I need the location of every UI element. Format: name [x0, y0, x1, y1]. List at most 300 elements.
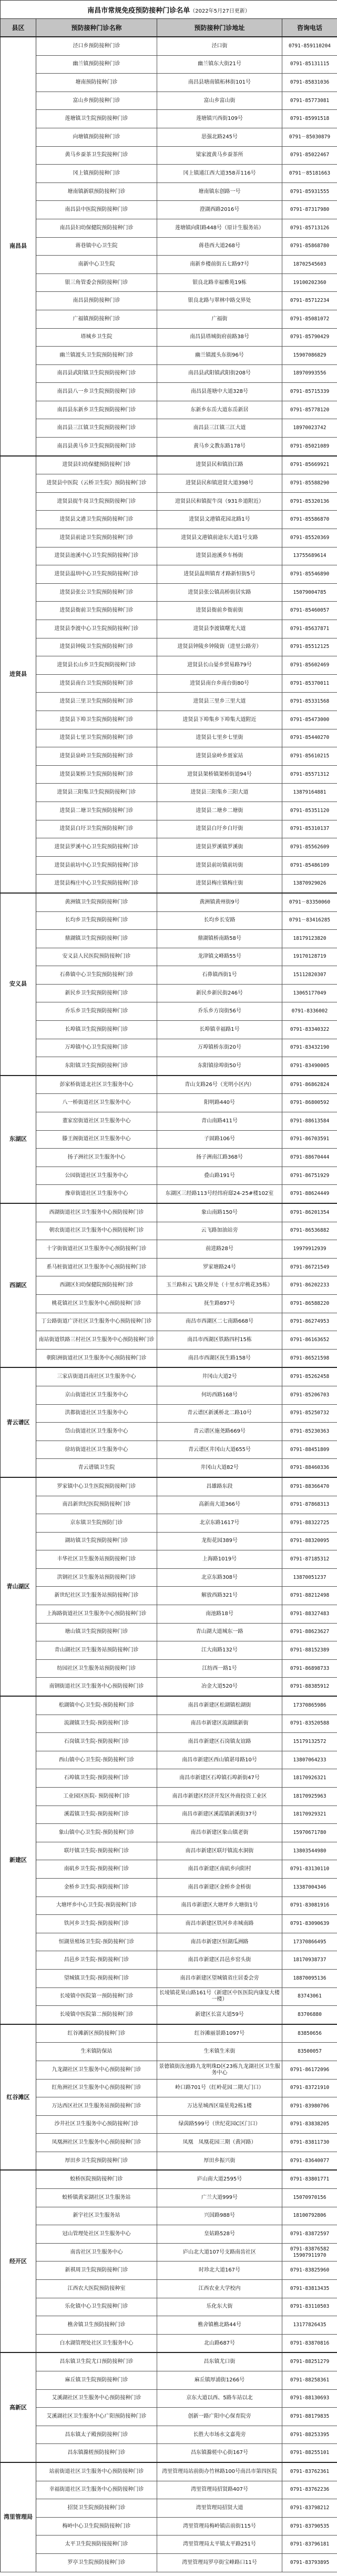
clinic-name-cell: 徐坊街道社区卫生服务中心: [36, 1441, 157, 1459]
clinic-address-cell: 象山南路150号: [157, 1203, 282, 1222]
clinic-name-cell: 南矶乡卫生院-预防接种门诊: [36, 1860, 157, 1879]
table-row: [1, 1587, 337, 1605]
table-row: [1, 693, 337, 711]
clinic-phone-cell: 0791-85831036: [282, 74, 337, 92]
clinic-phone-cell: 15112820307: [282, 966, 337, 985]
table-row: [1, 2536, 337, 2554]
table-row: [1, 729, 337, 747]
clinic-phone-cell: 0791-85021089: [282, 438, 337, 456]
clinic-phone-cell: 0791-88385912: [282, 1678, 337, 1696]
clinic-phone-cell: 0791-83762361: [282, 2462, 337, 2481]
clinic-name-cell: 太平卫生院预防接接种门诊: [36, 2536, 157, 2554]
table-row: [1, 1094, 337, 1112]
clinic-name-cell: 进贤县妇幼保健预防接种门诊: [36, 456, 157, 474]
table-row: [1, 1696, 337, 1715]
table-row: [1, 602, 337, 620]
clinic-name-cell: 银三角管委会预防接种门诊: [36, 273, 157, 292]
clinic-address-cell: 南昌市新建区经济开发区外商投资工业区: [157, 1788, 282, 1806]
clinic-phone-cell: 0791-88251279: [282, 2352, 337, 2371]
clinic-name-cell: 蒋巷镇中心卫生院: [36, 237, 157, 256]
clinic-name-cell: 艾溪湖社区卫生服务中心广阳预防接种门诊: [36, 2408, 157, 2426]
clinic-address-cell: 云飞路加油站旁: [157, 1222, 282, 1240]
clinic-address-cell: 龙衔花园389号: [157, 1532, 282, 1550]
clinic-phone-cell: 0791-88327483: [282, 1605, 337, 1624]
table-row: [1, 128, 337, 146]
clinic-phone-cell: 0791-85931555: [282, 182, 337, 201]
table-row: [1, 2334, 337, 2352]
clinic-name-cell: 南昌县武阳镇卫生院预防接种门诊: [36, 364, 157, 383]
district-cell: 东湖区: [1, 1076, 36, 1203]
clinic-name-cell: 向塘镇预防接种门诊: [36, 128, 157, 146]
clinic-phone-cell: 0791-85588290: [282, 474, 337, 493]
clinic-phone-cell: 0791-88613584: [282, 1112, 337, 1131]
clinic-phone-cell: 0791-83130110: [282, 1860, 337, 1879]
page-title: [1, 1, 337, 19]
clinic-address-cell: 进贤县二塘乡二塘街: [157, 802, 282, 820]
district-cell: 西湖区: [1, 1203, 36, 1367]
table-row: [1, 1751, 337, 1769]
clinic-address-cell: 抚生路897号: [157, 1294, 282, 1313]
clinic-phone-cell: 0791-85460057: [282, 602, 337, 620]
clinic-phone-cell: 0791-859110204: [282, 37, 337, 55]
table-row: [1, 1550, 337, 1569]
clinic-name-cell: 罗家镇中心卫生医院预防接种门诊: [36, 1477, 157, 1496]
clinic-name-cell: 进贤县李渡中心卫生院预防接种门诊: [36, 620, 157, 638]
clinic-address-cell: 新建区长富大道59号: [157, 2006, 282, 2024]
clinic-phone-cell: 0791-86703591: [282, 1130, 337, 1149]
clinic-name-cell: 公园街道社区卫生服务中心: [36, 1167, 157, 1185]
clinic-name-cell: 莲塘镇卫生院预防接种门诊: [36, 110, 157, 128]
district-cell: 新建区: [1, 1696, 36, 2024]
clinic-name-cell: 南昌县八一乡卫生院预防接种门诊: [36, 383, 157, 401]
table-row: [1, 146, 337, 165]
clinic-phone-cell: 0791-85206703: [282, 1386, 337, 1404]
table-row: [1, 2553, 337, 2572]
table-row: [1, 2408, 337, 2426]
clinic-address-cell: 进贤县架桥镇架桥街道94号: [157, 765, 282, 784]
clinic-address-cell: 银良北路与翠林中路交界处: [157, 292, 282, 310]
clinic-phone-cell: 0791-83490005: [282, 1057, 337, 1076]
clinic-name-cell: 丰华社区卫生服务站预防接种门诊: [36, 1550, 157, 1569]
table-row: [1, 2481, 337, 2499]
table-row: [1, 2207, 337, 2225]
table-row: [1, 438, 337, 456]
district-cell: 青云谱区: [1, 1367, 36, 1477]
clinic-phone-cell: 15070970156: [282, 2189, 337, 2207]
clinic-name-cell: 冠山管理处社区卫生服务中心: [36, 2225, 157, 2244]
clinic-phone-cell: 0791-83762236: [282, 2481, 337, 2499]
table-row: [1, 1112, 337, 1131]
clinic-phone-cell: 0791-85440270: [282, 729, 337, 747]
clinic-name-cell: 长均乡卫生院预防接种门诊: [36, 911, 157, 930]
clinic-name-cell: 泾口乡预防接种门诊: [36, 37, 157, 55]
table-row: [1, 1459, 337, 1477]
clinic-address-cell: 新民乡新民街246号: [157, 984, 282, 1002]
clinic-phone-cell: 83850656: [282, 2024, 337, 2043]
clinic-name-cell: 进贤县梅庄中心卫生院预防接种门诊: [36, 875, 157, 893]
clinic-name-cell: 蛟桥医院预防接种门诊: [36, 2170, 157, 2188]
clinic-phone-cell: 18170925963: [282, 1788, 337, 1806]
clinic-name-cell: 进贤县张公卫生院预防接种门诊: [36, 583, 157, 602]
table-row: [1, 1915, 337, 1933]
district-cell: 经开区: [1, 2170, 36, 2352]
clinic-name-cell: 南新中心卫生院: [36, 256, 157, 274]
clinic-name-cell: 南昌新世纪医院预防接种门诊: [36, 1496, 157, 1514]
clinic-phone-cell: 0791-83520588: [282, 1715, 337, 1733]
clinic-phone-cell: 17370865986: [282, 1696, 337, 1715]
clinic-address-cell: 黄马乡文教东路178号: [157, 438, 282, 456]
clinic-address-cell: 湾里管理局招贤路407号: [157, 2481, 282, 2499]
clinic-name-cell: 洪都街道社区卫生服务中心: [36, 1404, 157, 1423]
clinic-name-cell: 安义县人民医院预防接种门诊: [36, 948, 157, 966]
clinic-phone-cell: 18170929321: [282, 1806, 337, 1824]
clinic-address-cell: 进贤县三里乡三里大道: [157, 693, 282, 711]
table-row: [1, 2499, 337, 2518]
clinic-address-cell: 北山路687号: [157, 2334, 282, 2352]
district-cell: 进贤县: [1, 456, 36, 893]
table-row: [1, 92, 337, 110]
table-row: [1, 583, 337, 602]
clinic-address-cell: 南昌市西湖区铁路四村15栋: [157, 1331, 282, 1350]
table-row: [1, 1441, 337, 1459]
clinic-address-cell: 幽兰镇东大街21号: [157, 55, 282, 74]
clinic-name-cell: 南昌县预防接种门诊: [36, 292, 157, 310]
clinic-phone-cell: 0791-86800592: [282, 1094, 337, 1112]
clinic-phone-cell: 18870095136: [282, 1969, 337, 1987]
clinic-address-cell: 庐山南大道2595号: [157, 2170, 282, 2188]
table-row: [1, 547, 337, 565]
clinic-address-cell: 进贤县下埠集乡下埠集大道附近: [157, 711, 282, 729]
clinic-name-cell: 朝阳洲街道社区卫生服务中心预防接种门诊: [36, 1349, 157, 1367]
clinic-address-cell: 进贤县文港镇花园北路1号: [157, 511, 282, 529]
clinic-address-cell: 南昌县塘南镇柘林街101号: [157, 74, 282, 92]
table-row: [1, 2517, 337, 2536]
clinic-phone-cell: 0791-86751929: [282, 1167, 337, 1185]
table-row: [1, 875, 337, 893]
clinic-address-cell: 进贤县民和镇进贤大道398号: [157, 474, 282, 493]
clinic-phone-cell: 0791-85081072: [282, 310, 337, 328]
table-row: [1, 838, 337, 857]
clinic-phone-cell: 0791-83870816: [282, 2334, 337, 2352]
table-row: [1, 1641, 337, 1660]
table-row: [1, 656, 337, 675]
clinic-phone-cell: 0791-88258361: [282, 2371, 337, 2390]
clinic-phone-cell: 0791-83980706: [282, 2097, 337, 2116]
clinic-phone-cell: 0791-88460336: [282, 1459, 337, 1477]
clinic-address-cell: 南昌市新建区流湖镇新街: [157, 1715, 282, 1733]
table-row: [1, 1222, 337, 1240]
clinic-phone-cell: 0791-85022467: [282, 146, 337, 165]
clinic-phone-cell: 15079004785: [282, 583, 337, 602]
clinic-phone-cell: 0791-87868313: [282, 1496, 337, 1514]
clinic-name-cell: 长堎镇中医院第一预防接种门诊: [36, 1987, 157, 2006]
clinic-phone-cell: 83706880: [282, 2006, 337, 2024]
clinic-name-cell: 上海路街道社区卫生服务中心预防接种门诊: [36, 1605, 157, 1624]
clinic-phone-cell: 0791-85331568: [282, 693, 337, 711]
clinic-phone-cell: 0791-85790429: [282, 328, 337, 347]
table-row: [1, 1842, 337, 1860]
table-row: [1, 2389, 337, 2408]
table-row: [1, 347, 337, 365]
clinic-name-cell: 鼎湖镇卫生院预防接种门诊: [36, 930, 157, 948]
table-row: [1, 1167, 337, 1185]
table-row: [1, 1951, 337, 1970]
clinic-phone-cell: 0791－83416285: [282, 911, 337, 930]
clinic-address-cell: 湾里管理局站前街办竹林路100号南昌市第四医院: [157, 2462, 282, 2481]
table-row: [1, 1240, 337, 1259]
clinic-phone-cell: 0791-86202233: [282, 1276, 337, 1295]
clinic-address-cell: 阳明路440号: [157, 1094, 282, 1112]
clinic-address-cell: 北京东路1617号: [157, 1514, 282, 1533]
clinic-phone-cell: 18970023742: [282, 419, 337, 438]
clinic-address-cell: 银良北路幸福雅苑19栋: [157, 273, 282, 292]
clinic-phone-cell: 0791-88179835: [282, 2408, 337, 2426]
clinic-phone-cell: 15970671780: [282, 1824, 337, 1842]
clinic-phone-cell: 18702545603: [282, 256, 337, 274]
clinic-phone-cell: 0791-85512125: [282, 638, 337, 656]
clinic-phone-cell: 18170938737: [282, 1951, 337, 1970]
clinic-address-cell: 龙津镇文峰路55号: [157, 948, 282, 966]
clinic-phone-cell: 0791-88451809: [282, 1441, 337, 1459]
clinic-address-cell: 青山湖大道城东一路: [157, 1623, 282, 1641]
clinic-address-cell: 进贤县张公镇高桥街居实路: [157, 583, 282, 602]
clinic-name-cell: 万埠镇中心卫生院接种门诊: [36, 1039, 157, 1057]
clinic-name-cell: 冈上镇预防接种门诊: [36, 165, 157, 183]
clinic-address-cell: 幽兰镇渡头东街96号: [157, 347, 282, 365]
table-row: [1, 2225, 337, 2244]
clinic-address-cell: 樵舍镇樵北路44号: [157, 2316, 282, 2335]
clinic-name-cell: 新祺周卫生院预防接种门诊: [36, 2261, 157, 2280]
table-row: [1, 2444, 337, 2462]
clinic-address-cell: 泾口街: [157, 37, 282, 55]
clinic-name-cell: 樵舍镇卫生预防接种门诊: [36, 2316, 157, 2335]
table-row: [1, 310, 337, 328]
table-row: [1, 2170, 337, 2188]
clinic-address-cell: 青云谱区新溪桥北二路10号: [157, 1404, 282, 1423]
clinic-phone-cell: 0791-83872597: [282, 2225, 337, 2244]
clinic-phone-cell: 13177826435: [282, 2316, 337, 2335]
clinic-name-cell: 进贤县南台卫生院预防接种门诊: [36, 674, 157, 693]
table-row: [1, 747, 337, 766]
clinic-phone-cell: 0791-83801771: [282, 2170, 337, 2188]
clinic-name-cell: 新宇社区卫生服务站: [36, 2207, 157, 2225]
clinic-phone-cell: 0791-85602469: [282, 656, 337, 675]
clinic-address-cell: 进贤县七里乡七里街: [157, 729, 282, 747]
clinic-address-cell: 南昌市新建区金桥乡金桥街: [157, 1878, 282, 1896]
clinic-phone-cell: 0791-83110503: [282, 2298, 337, 2316]
table-row: [1, 1349, 337, 1367]
clinic-name-cell: 金桥乡卫生院-预防接种门诊: [36, 1878, 157, 1896]
clinic-phone-cell: 0791-83340322: [282, 1021, 337, 1039]
clinic-address-cell: 东阳镇徐埠街50号: [157, 1057, 282, 1076]
clinic-name-cell: 麻丘镇卫生院预防接种门诊: [36, 2371, 157, 2390]
table-row: [1, 1331, 337, 1350]
district-cell: 红谷滩区: [1, 2024, 36, 2171]
table-row: [1, 1860, 337, 1879]
table-row: [1, 1130, 337, 1149]
table-row: [1, 55, 337, 74]
clinic-phone-cell: 0791-86721549: [282, 1258, 337, 1276]
clinic-name-cell: 进贤县罗溪中心卫生院预防接种门诊: [36, 838, 157, 857]
clinic-phone-cell: 0791-85712234: [282, 292, 337, 310]
table-row: [1, 219, 337, 237]
clinic-phone-cell: 0791-87317980: [282, 201, 337, 219]
clinic-name-cell: 进贤县池溪中心卫生院预防接种门诊: [36, 547, 157, 565]
table-row: [1, 1969, 337, 1987]
table-row: [1, 1896, 337, 1915]
clinic-phone-cell: 0791-85991518: [282, 110, 337, 128]
clinic-phone-cell: 17370866495: [282, 1933, 337, 1951]
clinic-name-cell: 塘山镇卫生院预防接种门诊: [36, 1623, 157, 1641]
clinic-phone-cell: 0791-88320095: [282, 1532, 337, 1550]
table-row: [1, 2097, 337, 2116]
clinic-phone-cell: 0791-88624449: [282, 1185, 337, 1203]
table-row: [1, 765, 337, 784]
clinic-phone-cell: 0791-83811730: [282, 2134, 337, 2152]
clinic-address-cell: 塘南镇东创路一号: [157, 182, 282, 201]
clinic-name-cell: 进贤县前坊中心卫生院预防接种门诊: [36, 856, 157, 875]
clinic-name-cell: 塘南镇新联预防接种门诊: [36, 182, 157, 201]
table-row: [1, 1423, 337, 1441]
clinic-address-cell: 长均乡长安路: [157, 911, 282, 930]
table-row: [1, 201, 337, 219]
clinic-name-cell: 南昌县中医院预防接种门诊: [36, 201, 157, 219]
clinic-address-cell: 富山乡富山街: [157, 92, 282, 110]
clinic-name-cell: 丁公路街道广济社区卫生服务中心预防接种门诊: [36, 1313, 157, 1331]
table-row: [1, 1733, 337, 1751]
clinic-address-cell: 蒋巷西大道268号: [157, 237, 282, 256]
table-row: [1, 292, 337, 310]
clinic-address-cell: 南昌市新建区南矶乡向阳村: [157, 1860, 282, 1879]
table-row: [1, 237, 337, 256]
clinic-address-cell: 进贤县前坊镇前坊街: [157, 856, 282, 875]
clinic-address-cell: 叠山路191号: [157, 1167, 282, 1185]
clinic-address-cell: 南昌市西湖区二七南路668号: [157, 1313, 282, 1331]
clinic-phone-cell: 0791-85610215: [282, 747, 337, 766]
clinic-name-cell: 溪霞镇卫生院-预防接种门诊: [36, 1806, 157, 1824]
clinic-address-cell: 红谷滩丽景路1097号: [157, 2024, 282, 2043]
clinic-phone-cell: 0791-88130693: [282, 2389, 337, 2408]
table-row: [1, 1021, 337, 1039]
title-row: [1, 1, 337, 19]
clinic-address-cell: 南昌市新建区石岗镇友谊路: [157, 1733, 282, 1751]
table-row: [1, 620, 337, 638]
clinic-name-cell: 东阳镇卫生院预防接种门诊: [36, 1057, 157, 1076]
clinic-phone-cell: 0791-85571312: [282, 765, 337, 784]
clinic-phone-cell: 0791－85030879: [282, 128, 337, 146]
clinic-address-cell: 湾里管理局招贤大道: [157, 2499, 282, 2518]
clinic-phone-cell: 13870929026: [282, 875, 337, 893]
clinic-phone-cell: 0791-85230363: [282, 1423, 337, 1441]
clinic-phone-cell: 0791-85351120: [282, 802, 337, 820]
clinic-phone-cell: 0791-83813435: [282, 2280, 337, 2298]
clinic-phone-cell: 0791－85181663: [282, 165, 337, 183]
clinic-name-cell: 进贤县中医院（云桥卫生院）预防接种门诊: [36, 474, 157, 493]
table-row: [1, 1276, 337, 1295]
table-row: [1, 1769, 337, 1788]
table-row: [1, 1185, 337, 1203]
table-row: [1, 2261, 337, 2280]
clinic-address-cell: 玉兰路和云飞路交界处（十里水岸桃花35栋）: [157, 1276, 282, 1295]
clinic-name-cell: 沙井社区卫生服务中心预防接种门诊: [36, 2115, 157, 2134]
clinic-phone-cell: 0791-85637871: [282, 620, 337, 638]
clinic-phone-cell: 0791-83081916: [282, 1896, 337, 1915]
clinic-name-cell: 朝农街道社区卫生服务中心预防接种门诊: [36, 1222, 157, 1240]
clinic-name-cell: 联圩镇卫生院-预防接种门诊: [36, 1842, 157, 1860]
clinic-phone-cell: 0791-83640077: [282, 2152, 337, 2170]
clinic-name-cell: 十字街街道社区卫生服务中心预防接种门诊: [36, 1240, 157, 1259]
clinic-name-cell: 江西农大医院预防接种室: [36, 2280, 157, 2298]
clinic-name-cell: 梅岭中心卫生院预防接种门诊: [36, 2517, 157, 2536]
table-row: [1, 1678, 337, 1696]
clinic-phone-cell: 15907086829: [282, 347, 337, 365]
table-row: [1, 364, 337, 383]
clinic-address-cell: 万达星城西区瑞星苑2栋1楼: [157, 2097, 282, 2116]
clinic-name-cell: 罗亭卫生院预防接种门诊: [36, 2553, 157, 2572]
clinic-address-cell: 进贤县衙前乡衙前街: [157, 602, 282, 620]
clinic-phone-cell: 0791-85586870: [282, 511, 337, 529]
table-body: [1, 37, 337, 2572]
clinic-name-cell: 广福镇预防接种门诊: [36, 310, 157, 328]
clinic-name-cell: 三家店街道昌南社区卫生服务中心: [36, 1367, 157, 1386]
district-cell: 南昌县: [1, 37, 36, 456]
clinic-name-cell: 红角洲社区卫生服务中心预防接种门诊: [36, 2079, 157, 2097]
clinic-address-cell: 广福街: [157, 310, 282, 328]
clinic-phone-cell: 19979912939: [282, 1240, 337, 1259]
table-row: [1, 1039, 337, 1057]
clinic-phone-cell: 0791-88212498: [282, 1587, 337, 1605]
clinic-name-cell: 京东镇卫生院预防门诊: [36, 1514, 157, 1533]
clinic-address-cell: 莲塘镇兴西街109号: [157, 110, 282, 128]
clinic-address-cell: 南昌市新建区石埠镇石埠新街47号: [157, 1769, 282, 1788]
table-row: [1, 893, 337, 911]
clinic-name-cell: 进贤县文港卫生院预防接种门诊: [36, 511, 157, 529]
table-row: [1, 948, 337, 966]
clinic-name-cell: 望城镇卫生院-预防接种门诊: [36, 1969, 157, 1987]
clinic-address-cell: 湾里管理局梅岭镇店前街115号: [157, 2517, 282, 2536]
table-row: [1, 820, 337, 838]
clinic-name-cell: 西湖街道社区卫生服务中心预防接种门诊: [36, 1203, 157, 1222]
table-row: [1, 1386, 337, 1404]
clinic-address-cell: 昌雄路东段: [157, 1477, 282, 1496]
header-district: 县区: [1, 19, 36, 37]
clinic-address-cell: 青云谱区施尧路669号: [157, 1423, 282, 1441]
clinic-phone-cell: 0791-85320136: [282, 492, 337, 511]
clinic-phone-cell: 0791-83721910: [282, 2079, 337, 2097]
clinic-address-cell: 罗家塘路24号: [157, 1258, 282, 1276]
clinic-phone-cell: 0791-86172096: [282, 2061, 337, 2079]
clinic-name-cell: 铁河乡卫生院-预防接种门诊: [36, 1915, 157, 1933]
table-row: [1, 492, 337, 511]
clinic-name-cell: 南昌县东新乡卫生院预防接种门诊: [36, 401, 157, 419]
clinic-name-cell: 厚田乡卫生院预防接种门诊: [36, 2152, 157, 2170]
clinic-name-cell: 岱山街道社区卫生服务中心: [36, 1423, 157, 1441]
table-row: [1, 966, 337, 985]
table-row: [1, 1057, 337, 1076]
clinic-name-cell: 进贤县温圳中心卫生院预防接种门诊: [36, 565, 157, 584]
clinic-name-cell: 进贤县七里卫生院预防接种门诊: [36, 729, 157, 747]
table-row: [1, 2134, 337, 2152]
clinic-phone-cell: 0791-83790535: [282, 2517, 337, 2536]
clinic-address-cell: 长堎镇花果山路161号（新建区中医医院内康复大楼一楼）: [157, 1987, 282, 2006]
clinic-name-cell: 南钢街道社区卫生服务中心预防接种门诊: [36, 1678, 157, 1696]
clinic-name-cell: 进贤县三里卫生院预防接种门诊: [36, 693, 157, 711]
clinic-phone-cell: 0791－83350060: [282, 893, 337, 911]
clinic-name-cell: 昌东镇太子殿预防接种门诊: [36, 2426, 157, 2444]
clinic-address-cell: 进贤县李渡镇曙光大道: [157, 620, 282, 638]
clinic-name-cell: 新民乡卫生院预防接种门诊: [36, 984, 157, 1002]
clinic-phone-cell: 19100202360: [282, 273, 337, 292]
